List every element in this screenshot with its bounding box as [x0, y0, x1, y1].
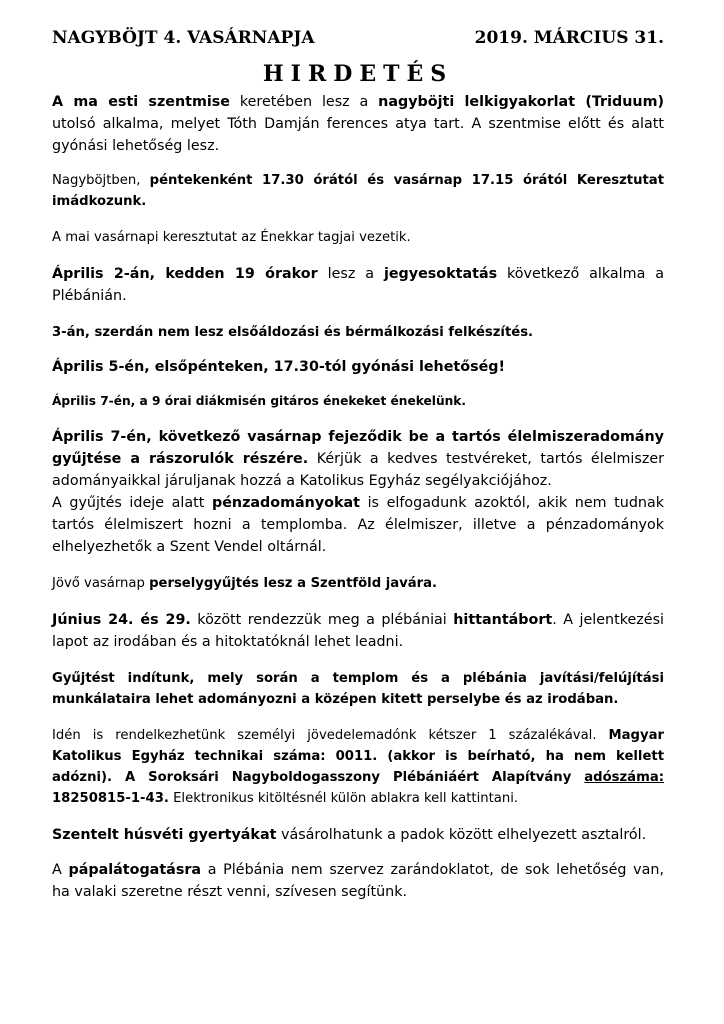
announcement-paragraph: [52, 356, 664, 378]
text-run: utolsó alkalma, melyet Tóth Damján ferences atya tart. A szentmise előtt és alatt gyónási lehetőség lesz.: [52, 116, 664, 154]
announcement-page: [52, 26, 664, 903]
header-date: 2019. MÁRCIUS 31.: [474, 28, 664, 48]
text-run: a Plébánia nem szervez zarándoklatot, de sok lehetőség van, ha valaki szeretne részt venni, szívesen segítünk.: [52, 862, 664, 900]
text-run: 3-án, szerdán nem lesz elsőáldozási és bérmálkozási felkészítés.: [52, 325, 534, 340]
text-run: A ma esti szentmise: [52, 94, 230, 110]
text-run: perselygyűjtés lesz a Szentföld javára.: [149, 576, 438, 591]
text-run: Április 2-án, kedden 19 órakor: [52, 266, 318, 282]
text-run: Szentelt húsvéti gyertyákat: [52, 827, 277, 843]
text-run: között rendezzük meg a plébániai: [190, 612, 454, 628]
text-run: következő alkalma a Plébánián.: [52, 266, 665, 304]
text-run: Június 24. és 29.: [52, 612, 191, 628]
text-run: pénzadományokat: [211, 495, 360, 511]
text-run: Április 7-én, a 9 órai diákmisén gitáros énekeket énekelünk.: [52, 394, 467, 408]
announcement-paragraph: [52, 859, 664, 903]
announcement-paragraph: [52, 91, 664, 157]
text-run: Idén is rendelkezhetünk személyi jövedelemadónk kétszer 1 százalékával.: [52, 728, 609, 743]
announcement-paragraph: [52, 573, 664, 594]
text-run: A mai vasárnapi keresztutat az Énekkar tagjai vezetik.: [52, 230, 411, 245]
announcement-paragraph: [52, 391, 664, 411]
announcement-paragraph: [52, 668, 664, 710]
announcement-paragraph: [52, 725, 664, 809]
text-run: Nagyböjtben,: [52, 173, 150, 188]
text-run: lesz a: [317, 266, 384, 282]
text-run: 18250815-1-43.: [52, 791, 169, 806]
text-run: A: [52, 862, 69, 878]
text-run: nagyböjti lelkigyakorlat (Triduum): [378, 94, 665, 110]
text-run: vásárolhatunk a padok között elhelyezett asztalról.: [276, 827, 647, 843]
text-run: Kérjük a kedves testvéreket, tartós élelmiszer adományaikkal járuljanak hozzá a Katolikus Egyház segélyakciójához.: [52, 451, 664, 489]
announcement-paragraph: [52, 426, 664, 492]
text-run: Április 5-én, elsőpénteken, 17.30-tól gyónási lehetőség!: [52, 359, 506, 375]
text-run: péntekenként 17.30 órától és vasárnap 17.15 órától Keresztutat imádkozunk.: [52, 173, 665, 209]
text-run: Elektronikus kitöltésnél külön ablakra kell kattintani.: [168, 791, 519, 806]
announcement-paragraph: [52, 322, 664, 343]
text-run: adószáma:: [584, 770, 664, 785]
text-run: Április 7-én, következő vasárnap fejeződik be a tartós élelmiszeradomány gyűjtése a rászorulók részére.: [52, 429, 664, 467]
text-run: . A jelentkezési lapot az irodában és a hitoktatóknál lehet leadni.: [52, 612, 664, 650]
text-run: hittantábort: [453, 612, 553, 628]
announcement-paragraph: [52, 170, 664, 212]
announcement-paragraph: [52, 609, 664, 653]
page-title: HIRDETÉS: [262, 61, 454, 87]
announcement-paragraph: [52, 824, 664, 846]
text-run: A gyűjtés ideje alatt: [52, 495, 212, 511]
text-run: keretében lesz a: [229, 94, 379, 110]
text-run: Magyar Katolikus Egyház technikai száma: 0011. (akkor is beírható, ha nem kellett adózni). A Soroksári Nagyboldogasszony Plébániáért Alapítvány: [52, 728, 664, 785]
header-occasion: NAGYBÖJT 4. VASÁRNAPJA: [52, 28, 315, 48]
announcement-paragraph: [52, 227, 664, 248]
announcement-paragraph: [52, 263, 664, 307]
text-run: is elfogadunk azoktól, akik nem tudnak tartós élelmiszert hozni a templomba. Az élelmiszer, illetve a pénzadományok elhelyezhetők a Szent Vendel oltárnál.: [52, 495, 664, 555]
text-run: Jövő vasárnap: [52, 576, 150, 591]
text-run: Gyűjtést indítunk, mely során a templom és a plébánia javítási/felújítási munkálataira lehet adományozni a középen kitett perselybe és az irodában.: [52, 671, 664, 707]
page-header: [52, 26, 664, 50]
text-run: jegyesoktatás: [383, 266, 498, 282]
text-run: pápalátogatásra: [68, 862, 202, 878]
announcement-paragraph: [52, 492, 664, 558]
